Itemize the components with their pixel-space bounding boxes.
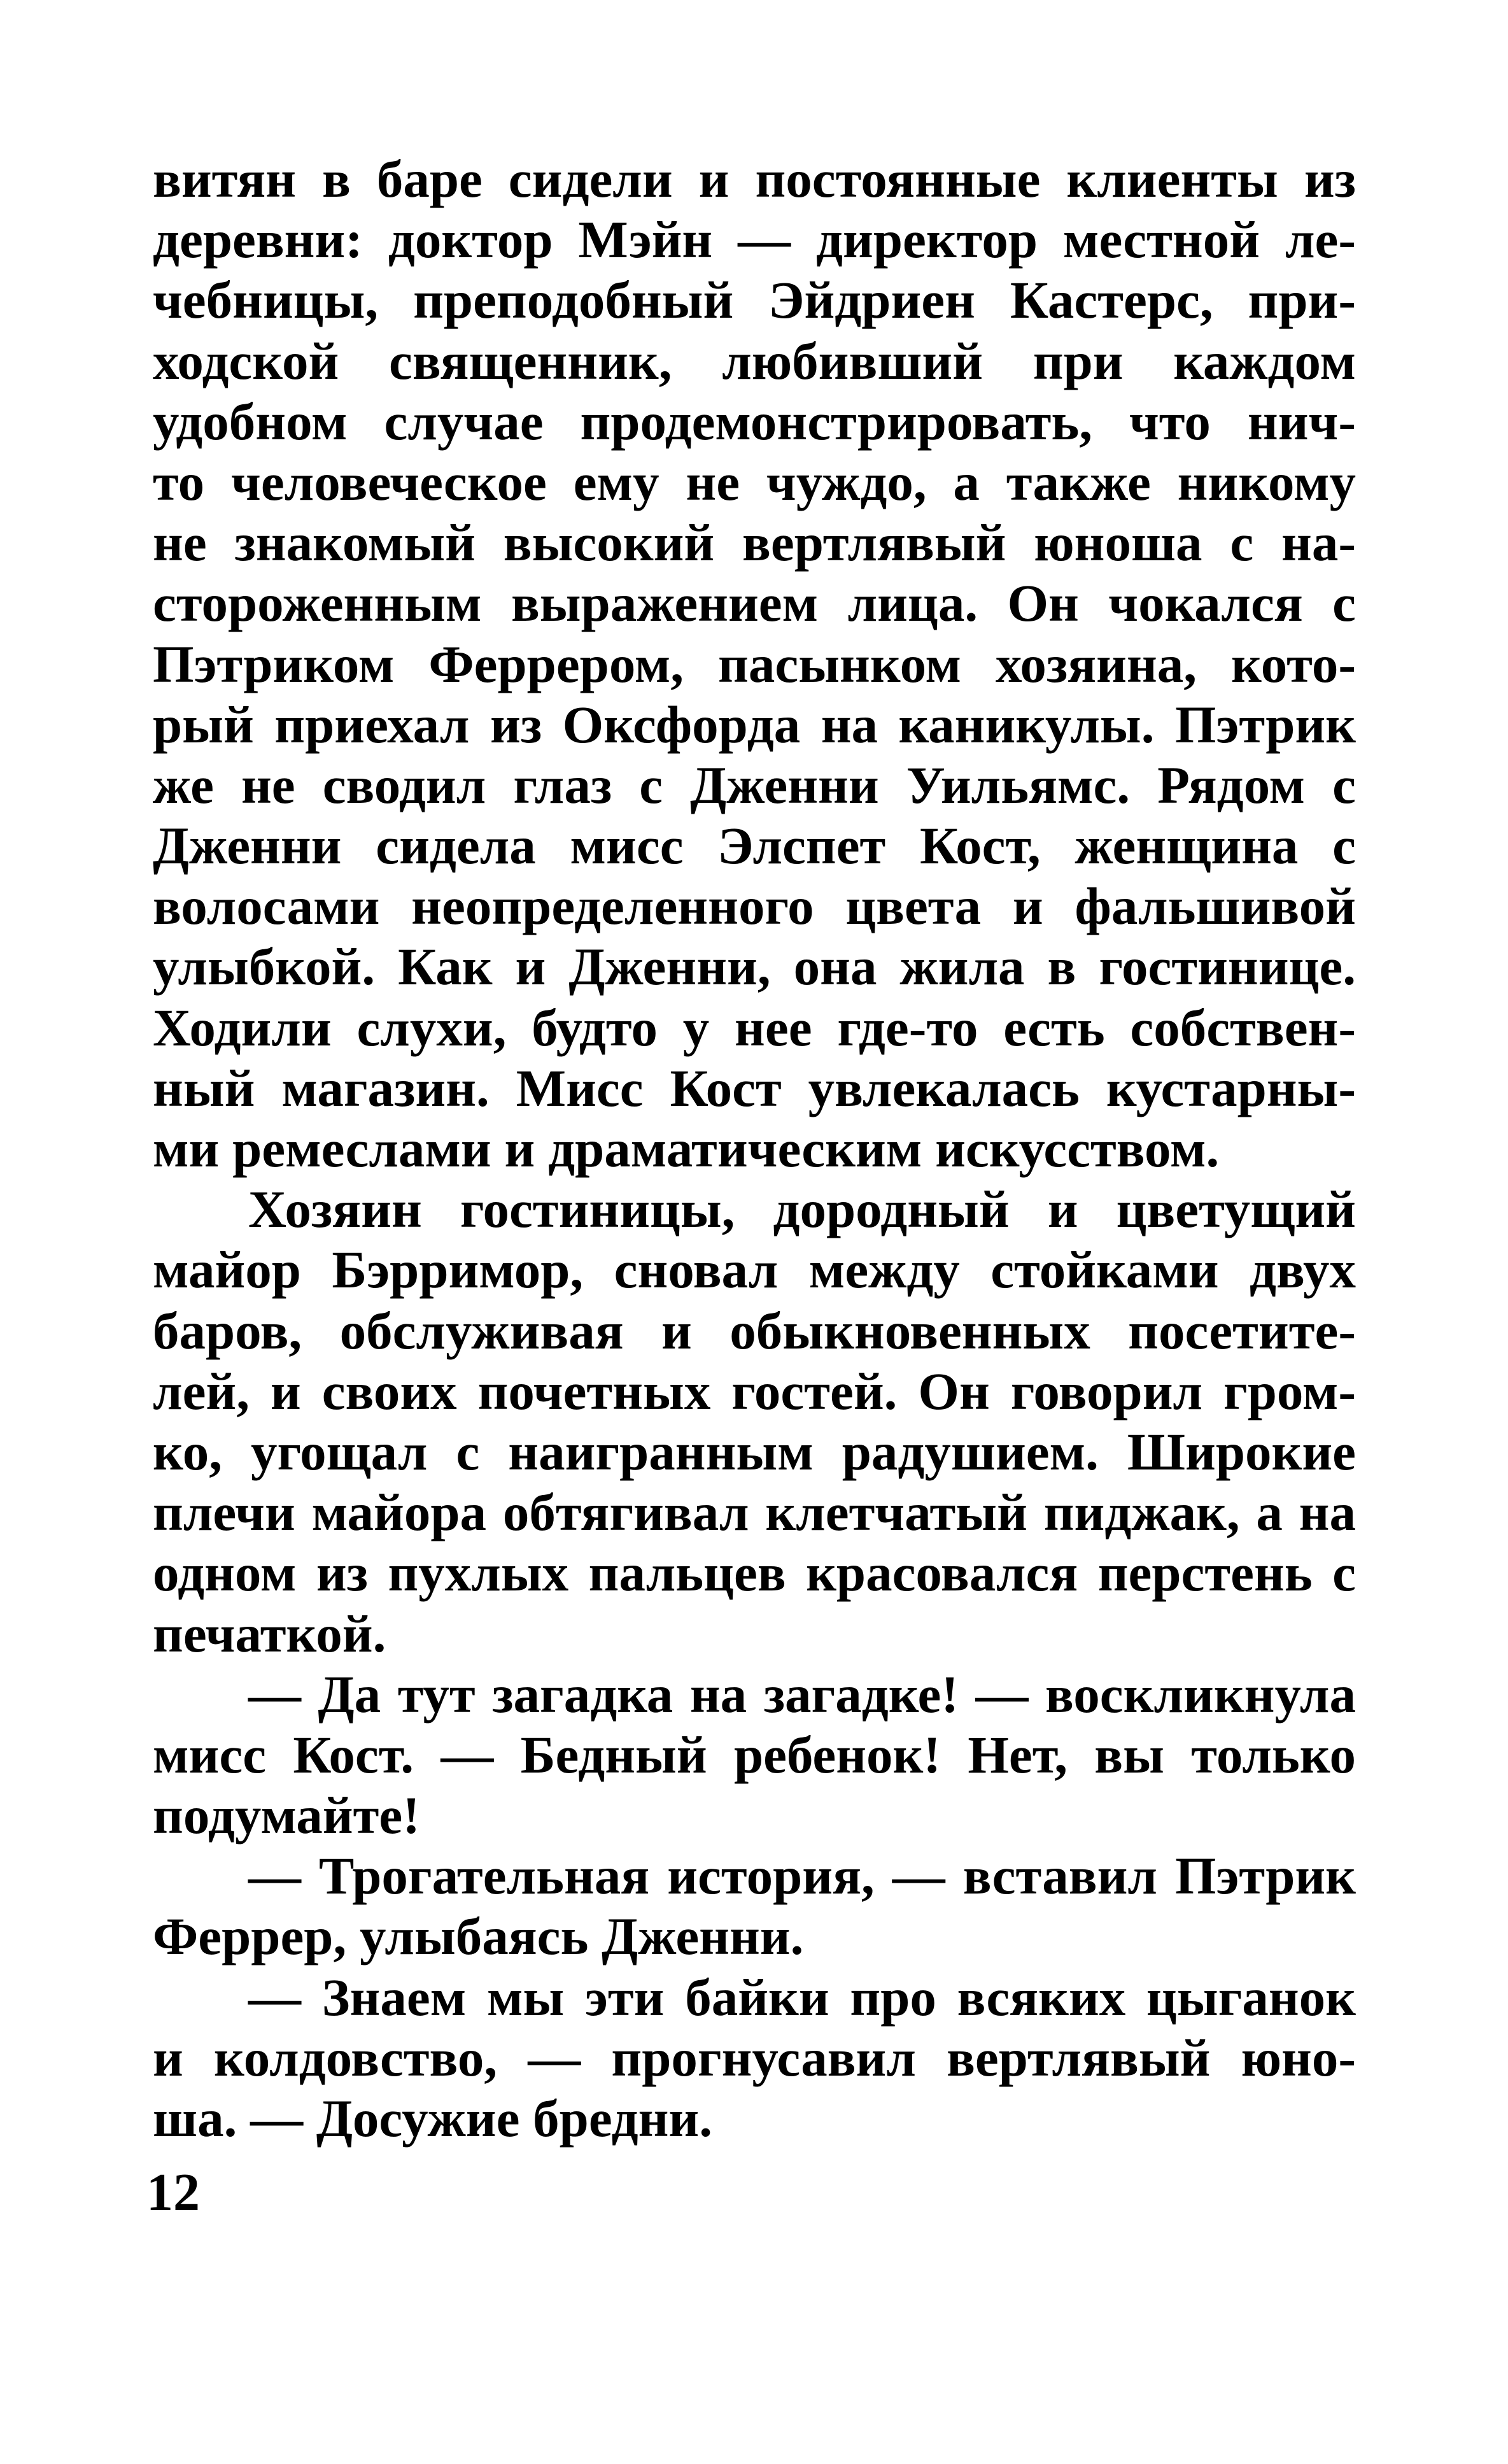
text-line: — Трогательная история, — вставил Пэтрик <box>248 1846 1356 1906</box>
text-line: витян в баре сидели и постоянные клиенты из <box>153 150 1356 208</box>
text-line: ша. — Досужие бредни. <box>153 2089 712 2148</box>
text-line: печаткой. <box>153 1604 386 1663</box>
text-line: Хозяин гостиницы, дородный и цветущий <box>248 1180 1356 1239</box>
text-line: чебницы, преподобный Эйдриен Кастерс, при- <box>153 271 1356 330</box>
text-line: лей, и своих почетных гостей. Он говорил гром- <box>153 1361 1356 1420</box>
text-line: мисс Кост. — Бедный ребенок! Нет, вы только <box>153 1725 1356 1784</box>
text-line: Дженни сидела мисс Элспет Кост, женщина с <box>153 816 1356 875</box>
text-line: — Да тут загадка на загадке! — воскликнула <box>248 1664 1356 1724</box>
page-number: 12 <box>146 2163 200 2222</box>
text-line: деревни: доктор Мэйн — директор местной ле- <box>153 210 1356 269</box>
text-line: баров, обслуживая и обыкновенных посетите- <box>153 1301 1356 1360</box>
text-line: подумайте! <box>153 1786 420 1845</box>
text-line: улыбкой. Как и Дженни, она жила в гостинице. <box>153 937 1356 996</box>
text-line: рый приехал из Оксфорда на каникулы. Пэтрик <box>153 695 1356 754</box>
text-line: майор Бэрримор, сновал между стойками двух <box>153 1240 1356 1299</box>
text-line: стороженным выражением лица. Он чокался с <box>153 574 1356 633</box>
body-text <box>153 149 1356 2149</box>
text-line: ми ремеслами и драматическим искусством. <box>153 1119 1220 1178</box>
text-line: плечи майора обтягивал клетчатый пиджак, а на <box>153 1483 1356 1542</box>
text-line: же не сводил глаз с Дженни Уильямс. Рядом с <box>153 755 1356 814</box>
text-line: ный магазин. Мисс Кост увлекалась кустарны- <box>153 1058 1356 1117</box>
text-line: волосами неопределенного цвета и фальшивой <box>153 877 1356 936</box>
text-line: одном из пухлых пальцев красовался перстень с <box>153 1543 1356 1603</box>
text-line: и колдовство, — прогнусавил вертлявый юно- <box>153 2028 1356 2087</box>
text-line: удобном случае продемонстрировать, что нич- <box>153 392 1356 451</box>
text-line: Пэтриком Феррером, пасынком хозяина, кото- <box>153 634 1356 693</box>
text-line: ходской священник, любивший при каждом <box>153 331 1356 390</box>
text-line: — Знаем мы эти байки про всяких цыганок <box>248 1967 1356 2027</box>
text-line: не знакомый высокий вертлявый юноша с на- <box>153 513 1356 572</box>
text-line: то человеческое ему не чуждо, а также никому <box>153 452 1356 511</box>
text-line: ко, угощал с наигранным радушием. Широкие <box>153 1422 1356 1481</box>
text-line: Феррер, улыбаясь Дженни. <box>153 1907 804 1966</box>
text-line: Ходили слухи, будто у нее где-то есть собствен- <box>153 998 1356 1057</box>
